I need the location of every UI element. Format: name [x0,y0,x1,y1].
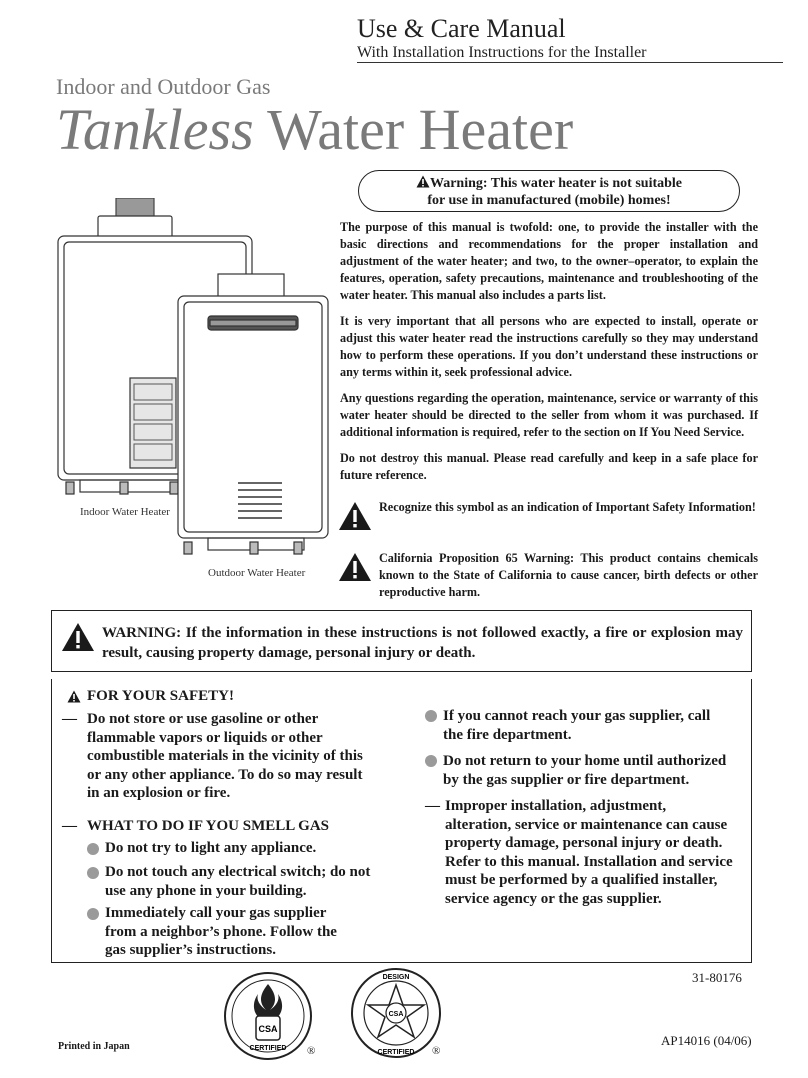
manual-subtitle: With Installation Instructions for the Installer [357,44,647,61]
product-title [56,98,573,162]
main-warning-box [51,610,752,672]
text-line: Do not store or use gasoline or other [87,711,319,727]
dash-bullet: — [425,798,440,814]
printed-in: Printed in Japan [58,1041,130,1052]
text-line: from a neighbor’s phone. Follow the [105,923,337,940]
text-line: by the gas supplier or fire department. [443,771,690,788]
improper-installation-warning [445,797,755,908]
text-line: flammable vapors or liquids or other [87,729,323,746]
text-line: combustible materials in the vicinity of this [87,748,363,764]
text-line: If you cannot reach your gas supplier, call [443,708,711,724]
product-title-italic: Tankless [56,97,254,162]
text-line: property damage, personal injury or death. [445,835,723,851]
registered-mark: ® [432,1045,441,1057]
safety-heading: FOR YOUR SAFETY! [87,688,234,704]
ap-code: AP14016 (04/06) [661,1033,752,1048]
smell-gas-heading: WHAT TO DO IF YOU SMELL GAS [87,818,329,834]
text-line: gas supplier’s instructions. [105,942,276,958]
text-line: service agency or the gas supplier. [445,890,662,907]
warning-triangle-icon [338,552,372,582]
product-pretitle: Indoor and Outdoor Gas [56,74,271,99]
intro-text [340,219,758,493]
text-line: alteration, service or maintenance can cause [445,816,728,833]
do-not-return-item [443,752,753,789]
text-line: Refer to this manual. Installation and service [445,853,733,870]
outdoor-heater-drawing [178,274,328,554]
safety-symbol-text: Recognize this symbol as an indication of Important Safety Information! [379,500,756,514]
warning-triangle-icon [338,501,372,531]
text-line: Do not return to your home until authorized [443,753,727,769]
text-line: use any phone in your building. [105,882,307,899]
intro-paragraph: The purpose of this manual is twofold: one, to provide the installer with the basic directions and recommendations for the proper installation and adjustment of the water heater; and two, to the owner–operator, to explain the features, operation, safety precautions, maintenance and troubleshooting of the water heater. This manual also includes a parts list. [340,220,758,302]
header-rule [357,62,783,63]
mobile-home-warning [358,170,740,212]
warning-triangle-icon [61,622,95,652]
csa-mark-text: CSA [388,1011,404,1018]
no-switch-item [105,863,405,900]
text-line: must be performed by a qualified installer, [445,872,718,888]
document-code: 31-80176 [692,970,742,985]
text-line: Immediately call your gas supplier [105,905,327,921]
text-line: or any other appliance. To do so may result [87,766,363,783]
intro-paragraph: Any questions regarding the operation, maintenance, service or warranty of this water heater should be directed to the seller from whom it was purchased. If additional information is required, refer to the section on If You Need Service. [340,391,758,439]
dash-bullet: — [62,818,77,834]
csa-mark-text: CSA [258,1024,278,1034]
text-line: the fire department. [443,726,572,743]
prop65-warning [338,550,758,601]
certified-text: CERTIFIED [377,1049,415,1056]
text-line: Do not touch any electrical switch; do not [105,864,371,880]
safety-box [51,679,752,963]
manual-title: Use & Care Manual [357,14,566,43]
prop65-text: California Proposition 65 Warning: This product contains chemicals known to the State of California to cause cancer, birth defects or other reproductive harm. [379,551,758,599]
text-line: in an explosion or fire. [87,785,231,801]
bullet-dot [87,843,99,855]
bullet-dot [87,908,99,920]
design-text: DESIGN [382,974,410,981]
mobile-warning-line2: for use in manufactured (mobile) homes! [427,193,671,208]
design-certified-logo [348,965,444,1061]
gasoline-warning [87,710,407,803]
dash-bullet: — [62,711,77,727]
csa-certified-logo [222,970,318,1062]
caption-indoor-heater: Indoor Water Heater [80,506,170,518]
call-supplier-item [105,904,405,960]
warning-triangle-icon [67,690,81,703]
cannot-reach-item [443,707,753,744]
certified-text: CERTIFIED [249,1045,287,1052]
intro-paragraph: Do not destroy this manual. Please read carefully and keep in a safe place for future reference. [340,451,758,482]
bullet-dot [425,755,437,767]
no-light-item: Do not try to light any appliance. [105,840,317,856]
text-line: Improper installation, adjustment, [445,798,667,814]
safety-symbol-note [338,499,758,516]
warning-triangle-icon [416,175,430,188]
mobile-warning-line1: Warning: This water heater is not suitable [429,176,683,191]
bullet-dot [425,710,437,722]
intro-paragraph: It is very important that all persons who are expected to install, operate or adjust this water heater read the instructions carefully so they may understand how to perform these operations. If you don’t understand these instructions or any terms within it, seek professional advice. [340,314,758,379]
caption-outdoor-heater: Outdoor Water Heater [208,567,306,579]
bullet-dot [87,867,99,879]
main-warning-text: WARNING: If the information in these instructions is not followed exactly, a fire or explosion may result, causing property damage, personal injury or death. [102,625,743,661]
registered-mark: ® [307,1045,316,1057]
product-title-rest: Water Heater [253,97,574,162]
